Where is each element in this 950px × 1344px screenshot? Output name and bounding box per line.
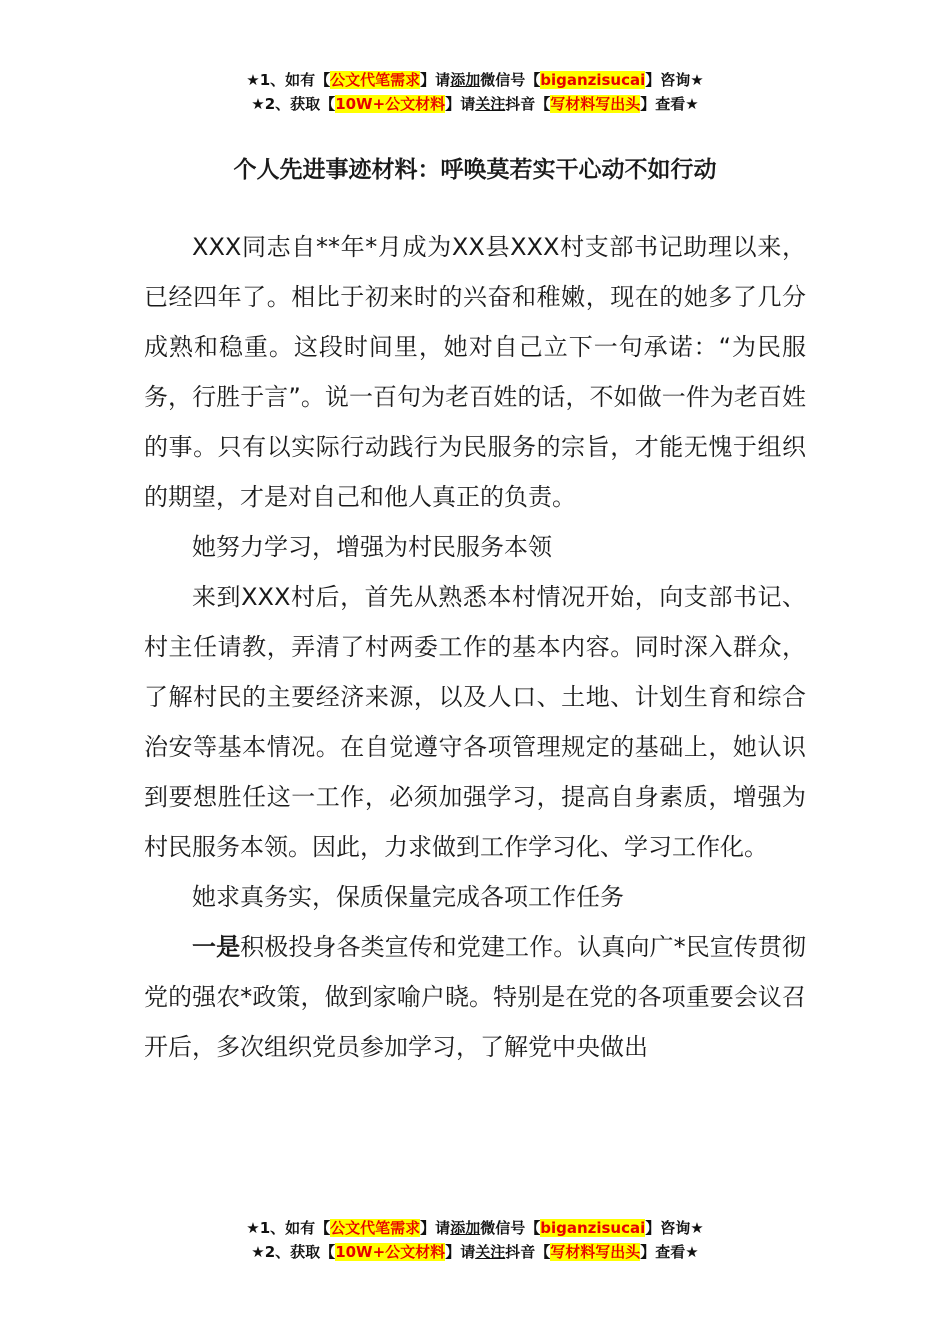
banner-text: ★2、获取【 [251, 1243, 336, 1261]
paragraph-lead: 一是 [192, 933, 241, 961]
banner-underlined: 关注 [475, 1243, 506, 1261]
banner-underlined: 添加 [450, 71, 481, 89]
header-banner [0, 68, 950, 116]
banner-text: 抖音【 [505, 1243, 551, 1261]
banner-text: 】请 [445, 1243, 476, 1261]
highlight-douyin: 写材料写出头 [550, 1243, 641, 1261]
banner-underlined: 添加 [450, 1219, 481, 1237]
paragraph [144, 922, 806, 1072]
highlight-service: 公文代笔需求 [330, 71, 421, 89]
paragraph: XXX同志自**年*月成为XX县XXX村支部书记助理以来，已经四年了。相比于初来时的兴奋和稚嫩，现在的她多了几分成熟和稳重。这段时间里，她对自己立下一句承诺：“为民服务，行胜于言”。说一百句为老百姓的话，不如做一件为老百姓的事。只有以实际行动践行为民服务的宗旨，才能无愧于组织的期望，才是对自己和他人真正的负责。 [144, 233, 806, 511]
banner-text: 】请 [445, 95, 476, 113]
paragraph-text: 积极投身各类宣传和党建工作。认真向广*民宣传贯彻党的强农*政策，做到家喻户晓。特别是在党的各项重要会议召开后，多次组织党员参加学习，了解党中央做出 [144, 933, 807, 1061]
section-heading: 她努力学习，增强为村民服务本领 [192, 533, 552, 561]
banner-underlined: 关注 [475, 95, 506, 113]
highlight-materials: 10W+公文材料 [335, 1243, 446, 1261]
banner-text: 】咨询★ [645, 1219, 704, 1237]
banner-text: ★2、获取【 [251, 95, 336, 113]
banner-text: 微信号【 [480, 1219, 541, 1237]
banner-line-2 [0, 1240, 950, 1264]
document-body [144, 222, 806, 1072]
footer-banner [0, 1216, 950, 1264]
section-heading: 她求真务实，保质保量完成各项工作任务 [192, 883, 624, 911]
banner-text: 】咨询★ [645, 71, 704, 89]
banner-text: 】查看★ [640, 1243, 699, 1261]
paragraph: 来到XXX村后，首先从熟悉本村情况开始，向支部书记、村主任请教，弄清了村两委工作的基本内容。同时深入群众，了解村民的主要经济来源，以及人口、土地、计划生育和综合治安等基本情况。在自觉遵守各项管理规定的基础上，她认识到要想胜任这一工作，必须加强学习，提高自身素质，增强为村民服务本领。因此，力求做到工作学习化、学习工作化。 [144, 583, 806, 861]
banner-text: 】查看★ [640, 95, 699, 113]
highlight-douyin: 写材料写出头 [550, 95, 641, 113]
banner-text: 】请 [420, 71, 451, 89]
highlight-wechat-id: biganzisucai [540, 1219, 646, 1237]
banner-line-2 [0, 92, 950, 116]
banner-text: 抖音【 [505, 95, 551, 113]
banner-text: 微信号【 [480, 71, 541, 89]
document-title: 个人先进事迹材料：呼唤莫若实干心动不如行动 [233, 157, 717, 183]
banner-text: 】请 [420, 1219, 451, 1237]
highlight-wechat-id: biganzisucai [540, 71, 646, 89]
banner-text: ★1、如有【 [246, 1219, 331, 1237]
banner-line-1 [0, 1216, 950, 1240]
highlight-materials: 10W+公文材料 [335, 95, 446, 113]
banner-line-1 [0, 68, 950, 92]
banner-text: ★1、如有【 [246, 71, 331, 89]
highlight-service: 公文代笔需求 [330, 1219, 421, 1237]
